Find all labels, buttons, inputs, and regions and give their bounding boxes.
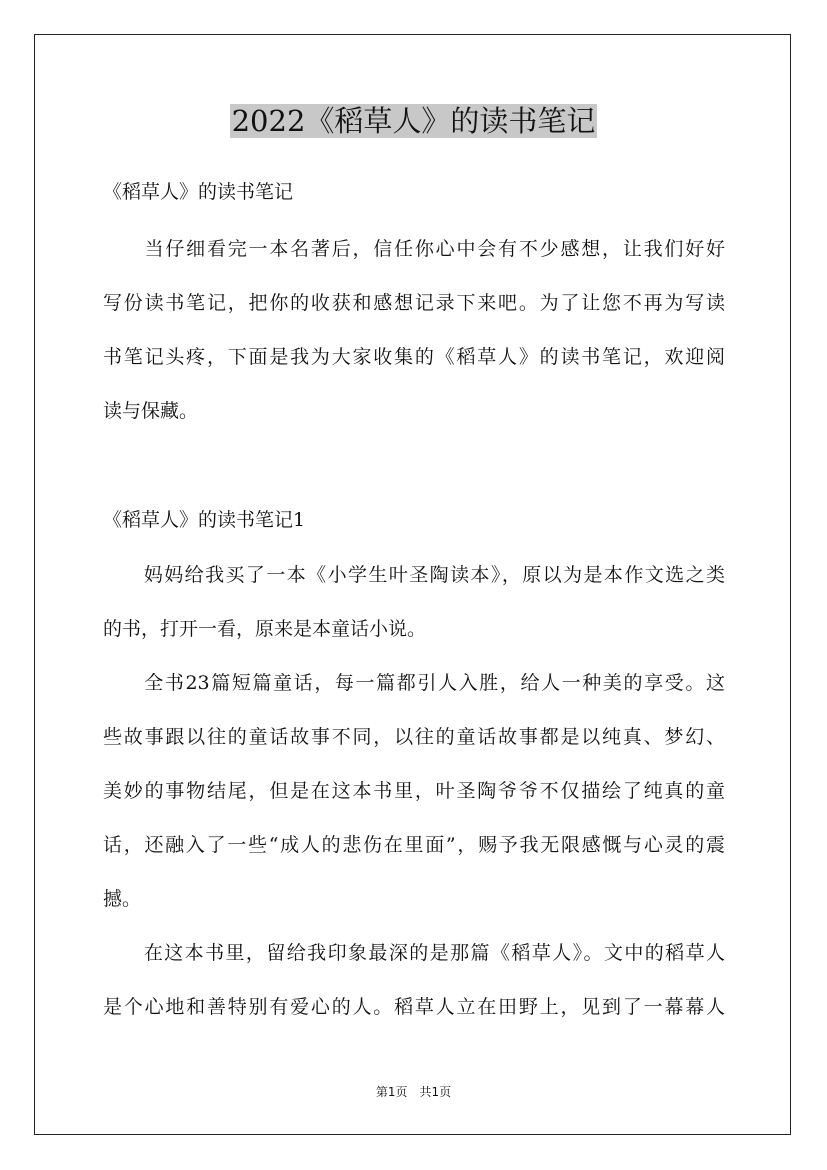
document-title bbox=[0, 101, 827, 141]
body-line: 写份读书笔记，把你的收获和感想记录下来吧。为了让您不再为写读 bbox=[103, 292, 725, 314]
body-line: 妈妈给我买了一本《小学生叶圣陶读本》，原以为是本作文选之类 bbox=[103, 564, 725, 586]
page-number-footer: 第1页 共1页 bbox=[375, 1085, 452, 1099]
body-line: 全书23篇短篇童话，每一篇都引人入胜，给人一种美的享受。这 bbox=[103, 672, 725, 694]
body-line: 在这本书里，留给我印象最深的是那篇《稻草人》。文中的稻草人 bbox=[103, 942, 725, 964]
body-line: 话，还融入了一些“成人的悲伤在里面”，赐予我无限感慨与心灵的震 bbox=[103, 834, 725, 856]
section-heading: 《稻草人》的读书笔记1 bbox=[103, 509, 306, 531]
body-line: 是个心地和善特别有爱心的人。稻草人立在田野上，见到了一幕幕人 bbox=[103, 996, 725, 1018]
document-title-text: 2022《稻草人》的读书笔记 bbox=[231, 104, 596, 138]
body-line: 的书，打开一看，原来是本童话小说。 bbox=[103, 618, 427, 640]
body-line: 美妙的事物结尾，但是在这本书里，叶圣陶爷爷不仅描绘了纯真的童 bbox=[103, 780, 725, 802]
body-line: 当仔细看完一本名著后，信任你心中会有不少感想，让我们好好 bbox=[103, 238, 725, 260]
body-line: 撼。 bbox=[103, 888, 142, 910]
body-line: 些故事跟以往的童话故事不同，以往的童话故事都是以纯真、梦幻、 bbox=[103, 726, 725, 748]
subtitle-line: 《稻草人》的读书笔记 bbox=[103, 181, 294, 203]
body-line: 书笔记头疼，下面是我为大家收集的《稻草人》的读书笔记，欢迎阅 bbox=[103, 346, 725, 368]
body-line: 读与保藏。 bbox=[103, 400, 199, 422]
